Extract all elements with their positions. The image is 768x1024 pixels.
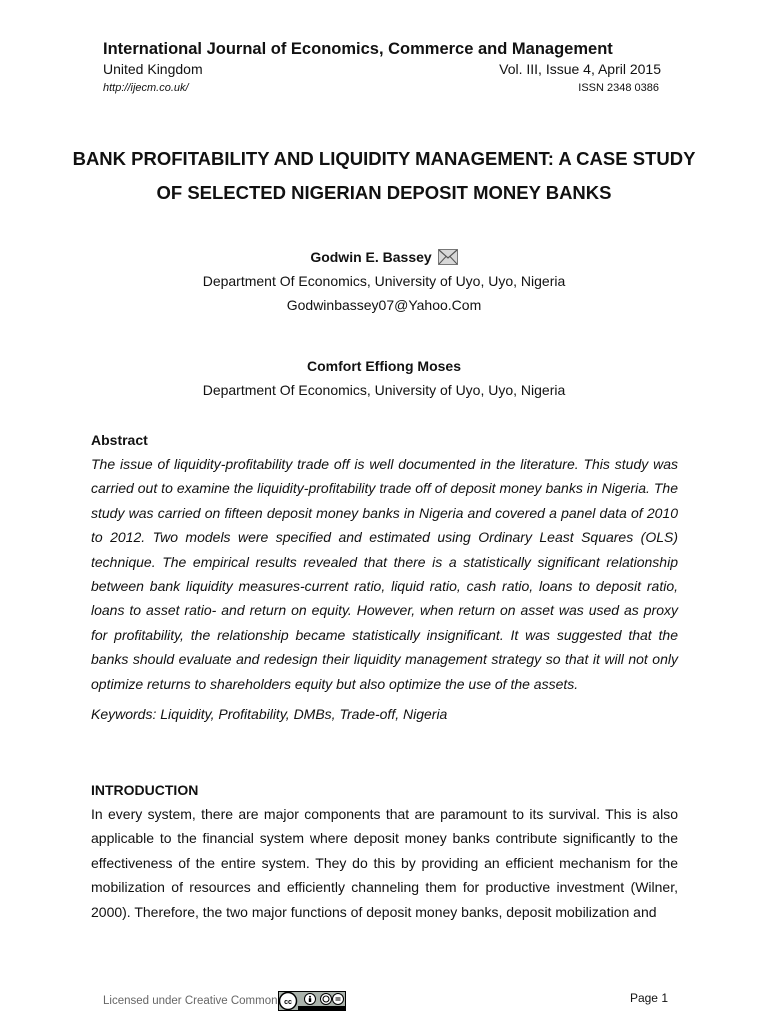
journal-title: International Journal of Economics, Commerce and Management — [103, 40, 613, 58]
svg-text:cc: cc — [283, 999, 292, 1006]
author-1 — [0, 245, 768, 317]
license-text: Licensed under Creative Common — [103, 995, 278, 1007]
introduction-heading: INTRODUCTION — [91, 782, 199, 798]
journal-country: United Kingdom — [103, 61, 203, 77]
author-2-name: Comfort Effiong Moses — [307, 358, 461, 374]
author-2 — [0, 354, 768, 402]
footer-license — [103, 991, 346, 1011]
author-2-affiliation: Department Of Economics, University of Uyo, Uyo, Nigeria — [202, 382, 566, 398]
author-1-name: Godwin E. Bassey — [310, 249, 432, 265]
mail-icon[interactable] — [438, 249, 458, 265]
introduction-section — [91, 780, 678, 924]
keywords: Keywords: Liquidity, Profitability, DMBs, Trade-off, Nigeria — [91, 706, 448, 723]
page-number: Page 1 — [629, 991, 668, 1005]
journal-url-link[interactable]: http://ijecm.co.uk/ — [103, 82, 189, 94]
creative-commons-icon[interactable] — [278, 991, 346, 1011]
abstract-section — [91, 430, 678, 726]
journal-issn: ISSN 2348 0386 — [578, 82, 659, 94]
abstract-heading: Abstract — [91, 432, 148, 448]
journal-volume: Vol. III, Issue 4, April 2015 — [499, 61, 661, 77]
introduction-text: In every system, there are major components that are paramount to its survival. This is also applicable to the financial system where deposit money banks contribute significantly to the effectiveness of the entire system. They do this by providing an efficient mechanism for the mobilization of resources and efficiently channeling them for productive investment (Wilner, 2000). Therefore, the two major functions of deposit money banks, deposit mobilization and — [91, 806, 678, 920]
author-1-affiliation: Department Of Economics, University of Uyo, Uyo, Nigeria — [202, 273, 566, 289]
author-1-name-row — [310, 245, 457, 269]
author-1-email[interactable]: Godwinbassey07@Yahoo.Com — [286, 297, 482, 313]
paper-title: BANK PROFITABILITY AND LIQUIDITY MANAGEMENT: A CASE STUDY OF SELECTED NIGERIAN DEPOSIT MONEY BANKS — [72, 148, 696, 203]
abstract-text: The issue of liquidity-profitability trade off is well documented in the literature. This study was carried out to examine the liquidity-profitability trade off of deposit money banks in Nigeria. The study was carried on fifteen deposit money banks in Nigeria and covered a panel data of 2010 to 2012. Two models were specified and estimated using Ordinary Least Squares (OLS) technique. The empirical results revealed that there is a statistically significant relationship between bank liquidity measures-current ratio, liquid ratio, cash ratio, loans to deposit ratio, loans to asset ratio- and return on equity. However, when return on asset was used as proxy for profitability, the relationship became statistically insignificant. It was suggested that the banks should evaluate and redesign their liquidity management strategy so that it will not only optimize returns to shareholders equity but also optimize the use of the assets. — [91, 456, 678, 692]
